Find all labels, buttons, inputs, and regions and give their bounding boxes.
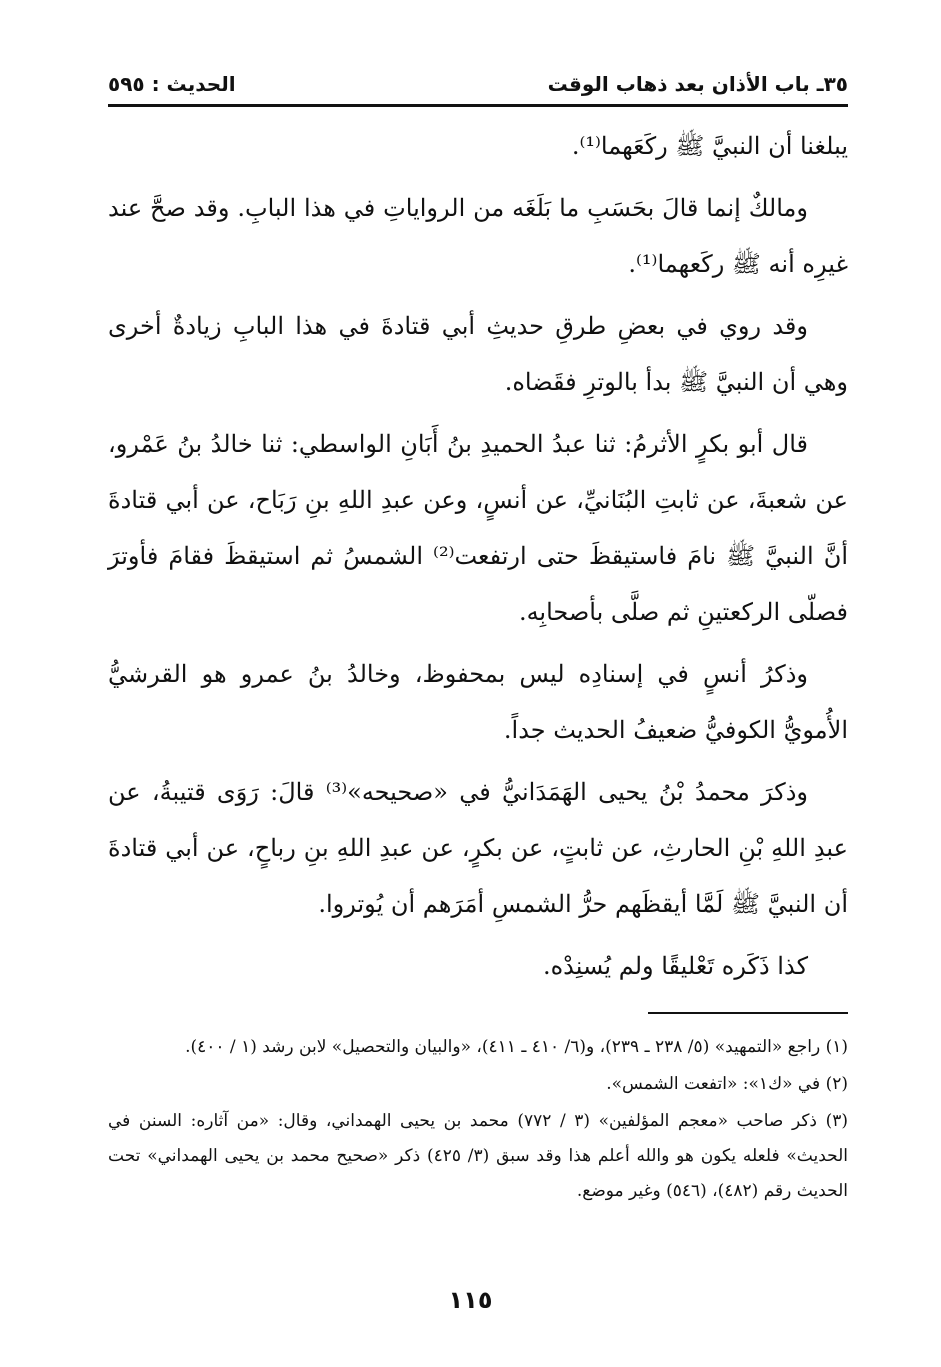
footnote: (٣) ذكر صاحب «معجم المؤلفين» (٣ / ٧٧٢) محمد بن يحيى الهمداني، وقال: «من آثاره: السنن في الحديث» فلعله يكون هو والله أعلم هذا وقد سبق (٣/ ٤٢٥) ذكر «صحيح محمد بن يحيى الهمداني» تحت الحديث رقم (٤٨٢)، (٥٤٦) وغير موضع. xyxy=(108,1111,848,1201)
chapter-title: ٣٥ـ باب الأذان بعد ذهاب الوقت xyxy=(547,72,848,96)
footnote: (١) راجع «التمهيد» (٥/ ٢٣٨ ـ ٢٣٩)، و(٦/ ٤١٠ ـ ٤١١)، «والبيان والتحصيل» لابن رشد (١ / ٤٠٠). xyxy=(185,1037,848,1057)
hadith-number: الحديث : ٥٩٥ xyxy=(108,72,236,96)
paragraph: وقد روي في بعضِ طرقِ حديثِ أبي قتادةَ في هذا البابِ زيادةٌ أخرى وهي أن النبيَّ ﷺ بدأ بالوترِ فقَضاه. xyxy=(108,312,848,396)
paragraph: يبلغنا أن النبيَّ ﷺ ركَعَهما⁽¹⁾. xyxy=(571,132,848,160)
footnotes xyxy=(108,1030,848,1211)
paragraph: قال أبو بكرٍ الأثرمُ: ثنا عبدُ الحميدِ بنُ أَبَانِ الواسطي: ثنا خالدُ بنُ عَمْرو، عن شعبةَ، عن ثابتِ البُنَانيِّ، عن أنسٍ، وعن عبدِ اللهِ بنِ رَبَاح، عن أبي قتادةَ أنَّ النبيَّ ﷺ نامَ فاستيقظَ حتى ارتفعت⁽²⁾ الشمسُ ثم استيقظَ فقامَ فأوترَ فصلّى الركعتينِ ثم صلَّى بأصحابِه. xyxy=(108,430,848,626)
footnote-divider xyxy=(648,1012,848,1014)
header-divider xyxy=(108,104,848,107)
running-header xyxy=(108,68,848,104)
paragraph: وذكرُ أنسٍ في إسنادِه ليس بمحفوظ، وخالدُ بنُ عمرو هو القرشيُّ الأُمويُّ الكوفيُّ ضعيفُ الحديث جداً. xyxy=(108,660,848,744)
paragraph: وذكرَ محمدُ بْنُ يحيى الهَمَدَانيُّ في «صحيحه»⁽³⁾ قالَ: رَوَى قتيبةُ، عن عبدِ اللهِ بْنِ الحارثِ، عن ثابتٍ، عن بكرٍ، عن عبدِ اللهِ بنِ رباحٍ، عن أبي قتادةَ أن النبيَّ ﷺ لَمَّا أيقظَهم حرُّ الشمسِ أمَرَهم أن يُوتروا. xyxy=(108,778,848,918)
page-number: ١١٥ xyxy=(448,1286,493,1314)
main-text xyxy=(108,118,848,1000)
paragraph: ومالكٌ إنما قالَ بحَسَبِ ما بَلَغَه من الرواياتِ في هذا البابِ. وقد صحَّ عند غيرِه أنه ﷺ ركَعهما⁽¹⁾. xyxy=(108,194,848,278)
paragraph: كذا ذَكَره تَعْليقًا ولم يُسنِدْه. xyxy=(542,952,808,980)
footnote: (٢) في «ك١»: «اتفعت الشمس». xyxy=(606,1074,848,1094)
